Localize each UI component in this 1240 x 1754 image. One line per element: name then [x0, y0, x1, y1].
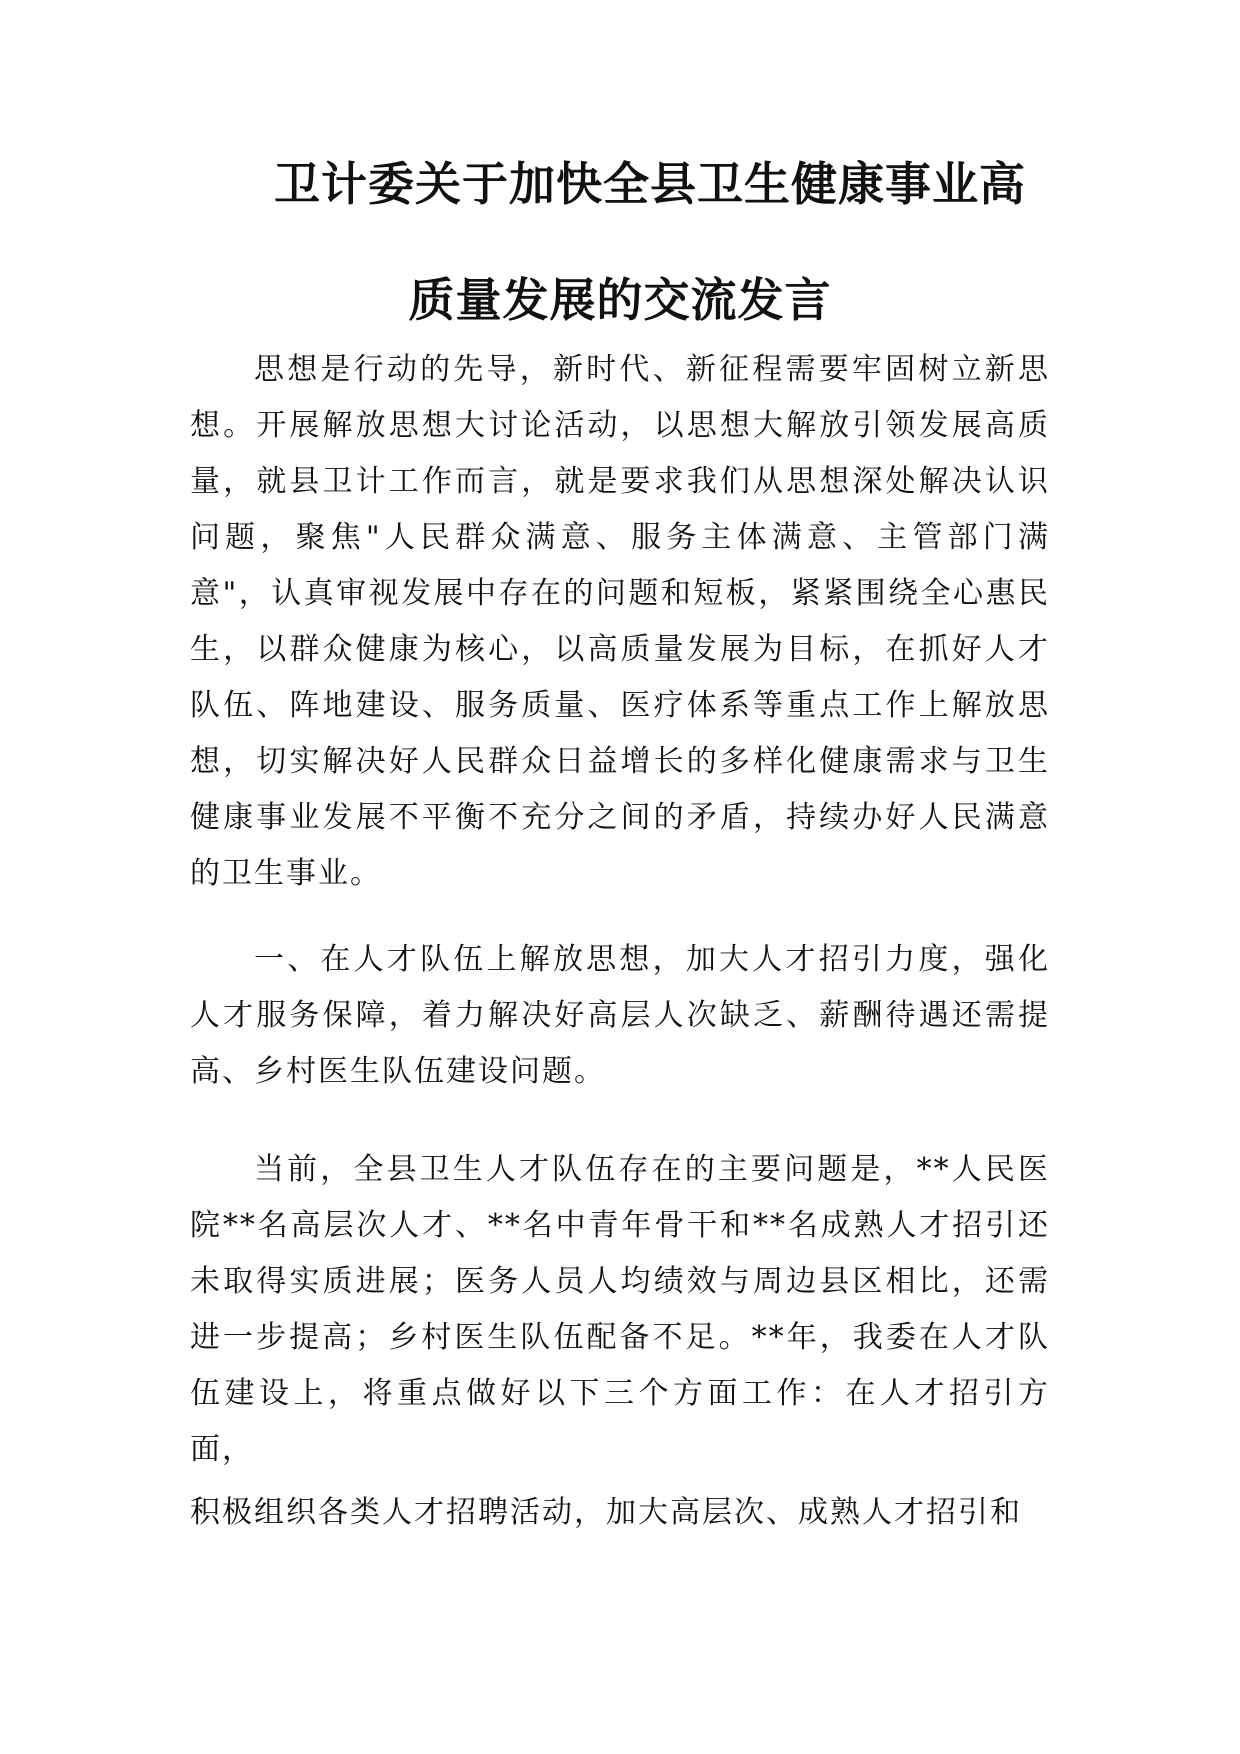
paragraph: 当前，全县卫生人才队伍存在的主要问题是，**人民医院**名高层次人才、**名中青年骨干和**名成熟人才招引还未取得实质进展；医务人员人均绩效与周边县区相比，还需进一步提高；乡村医生队伍配备不足。**年，我委在人才队伍建设上，将重点做好以下三个方面工作：在人才招引方面， — [190, 1152, 1050, 1467]
section-heading-paragraph: 一、在人才队伍上解放思想，加大人才招引力度，强化人才服务保障，着力解决好高层人次缺乏、薪酬待遇还需提高、乡村医生队伍建设问题。 — [190, 942, 1050, 1089]
paragraph-block-current-issues — [190, 1142, 1050, 1478]
document-title-line-1: 卫计委关于加快全县卫生健康事业高 — [274, 157, 1026, 211]
paragraph-block-section-one — [190, 932, 1050, 1100]
paragraph: 思想是行动的先导，新时代、新征程需要牢固树立新思想。开展解放思想大讨论活动，以思想大解放引领发展高质量，就县卫计工作而言，就是要求我们从思想深处解决认识问题，聚焦"人民群众满意、服务主体满意、主管部门满意"，认真审视发展中存在的问题和短板，紧紧围绕全心惠民生，以群众健康为核心，以高质量发展为目标，在抓好人才队伍、阵地建设、服务质量、医疗体系等重点工作上解放思想，切实解决好人民群众日益增长的多样化健康需求与卫生健康事业发展不平衡不充分之间的矛盾，持续办好人民满意的卫生事业。 — [190, 352, 1050, 891]
paragraph: 积极组织各类人才招聘活动，加大高层次、成熟人才招引和 — [190, 1495, 1022, 1530]
paragraph-block-intro — [190, 342, 1050, 902]
paragraph-block-continuation — [190, 1485, 1050, 1541]
document-title-line-2: 质量发展的交流发言 — [408, 273, 832, 327]
